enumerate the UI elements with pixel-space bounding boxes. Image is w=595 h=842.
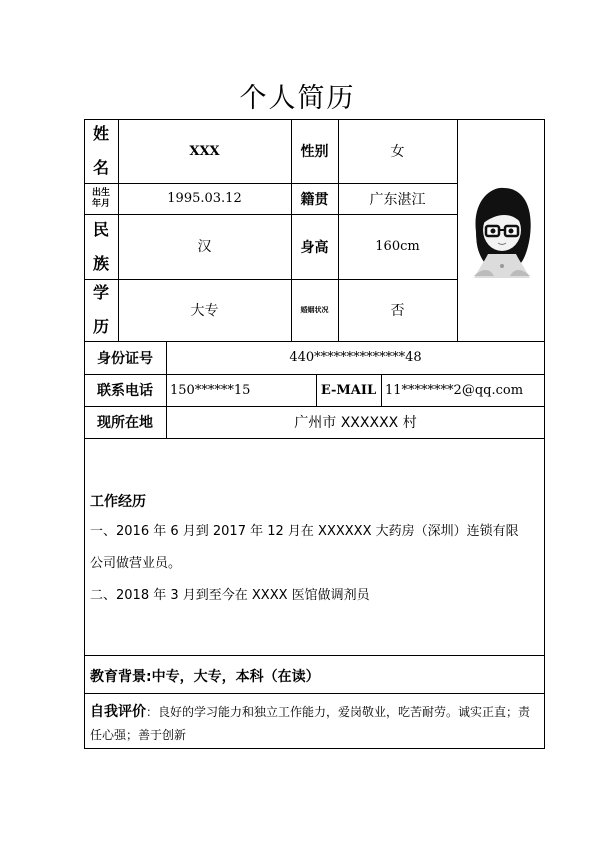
- col-divider: [457, 119, 458, 341]
- row-divider: [84, 655, 545, 656]
- email-value: 11********2@qq.com: [385, 382, 524, 398]
- gender-value: 女: [390, 144, 405, 160]
- row-divider: [84, 438, 545, 439]
- id-label: 身份证号: [97, 350, 153, 367]
- cartoon-girl-avatar-icon: [462, 180, 542, 285]
- native-label: 籍贯: [300, 191, 329, 208]
- page-title: 个人简历: [239, 83, 356, 114]
- ethnic-label: 民族: [92, 219, 109, 273]
- self-eval-label: 自我评价: [90, 704, 146, 720]
- work-line-2: 公司做营业员。: [90, 556, 182, 571]
- self-eval-text-1: ：良好的学习能力和独立工作能力，爱岗敬业，吃苦耐劳。诚实正直；责: [146, 705, 531, 719]
- address-label: 现所在地: [97, 415, 153, 431]
- self-eval-line-1: [90, 701, 540, 724]
- edu-value: 大专: [190, 303, 219, 319]
- height-value: 160cm: [375, 239, 420, 254]
- ethnic-value: 汉: [197, 239, 212, 255]
- birth-label: 出生年月: [91, 187, 110, 209]
- self-eval-line-2: 任心强；善于创新: [90, 728, 187, 742]
- address-value: 广州市 XXXXXX 村: [294, 415, 417, 431]
- edu-label: 学历: [92, 283, 109, 336]
- work-line-1: 一、2016 年 6 月到 2017 年 12 月在 XXXXXX 大药房（深圳）连锁有限: [90, 524, 519, 539]
- name-value: XXX: [189, 143, 220, 159]
- work-line-3: 二、2018 年 3 月到至今在 XXXX 医馆做调剂员: [90, 588, 370, 603]
- birth-value: 1995.03.12: [167, 191, 242, 206]
- work-title: 工作经历: [90, 494, 146, 510]
- id-value: 440**************48: [289, 350, 422, 365]
- birth-label-cell: [84, 183, 118, 214]
- row-divider: [84, 693, 545, 694]
- ethnic-label-cell: [84, 214, 118, 279]
- height-label: 身高: [300, 239, 329, 256]
- phone-label: 联系电话: [97, 383, 153, 399]
- edu-label-cell: [84, 279, 118, 341]
- gender-label: 性别: [300, 144, 329, 160]
- native-value: 广东湛江: [369, 191, 426, 208]
- name-label: 姓名: [92, 124, 109, 177]
- name-label-cell: [84, 119, 118, 183]
- marital-value: 否: [390, 303, 405, 319]
- marital-label-cell: [291, 279, 338, 341]
- phone-value: 150******15: [170, 382, 251, 398]
- education-text: 教育背景:中专，大专，本科（在读）: [90, 669, 320, 685]
- email-label: E-MAIL: [320, 382, 377, 398]
- marital-label: 婚姻状况: [300, 306, 329, 314]
